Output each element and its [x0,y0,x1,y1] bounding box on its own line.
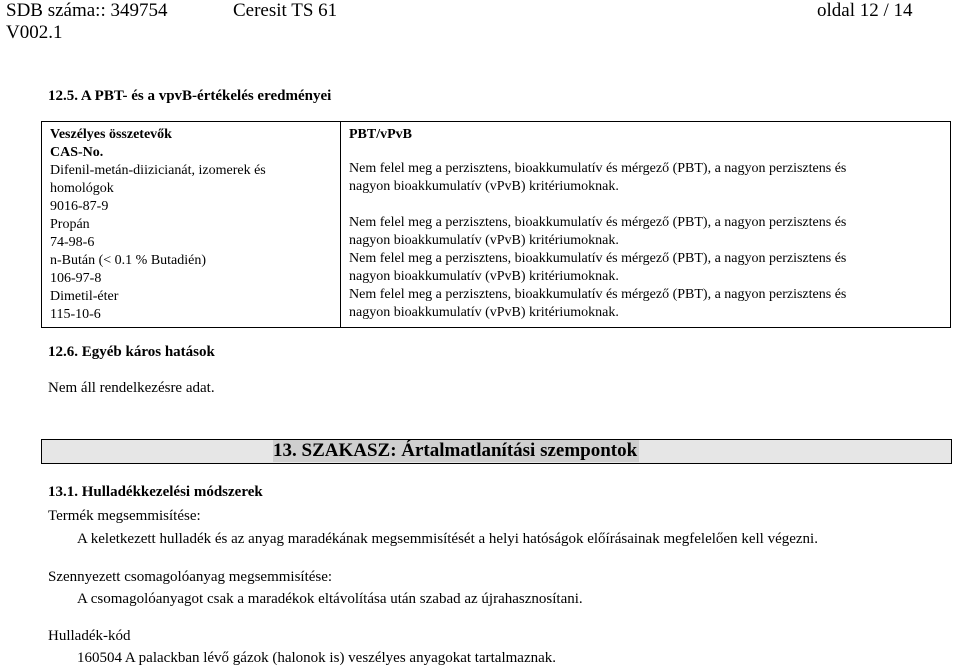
pbt-statement [349,214,944,250]
statement-line: nagyon bioakkumulatív (vPvB) kritériumoknak. [349,179,619,194]
pbt-statement [349,286,944,322]
statement-line: Nem felel meg a perzisztens, bioakkumulatív és mérgező (PBT), a nagyon perzisztens és [349,251,847,266]
packaging-label: Szennyezett csomagolóanyag megsemmisítése: [48,569,333,585]
cas-number: 74-98-6 [50,235,95,250]
statement-line: Nem felel meg a perzisztens, bioakkumulatív és mérgező (PBT), a nagyon perzisztens és [349,215,847,230]
product-disposal-label: Termék megsemmisítése: [48,508,201,524]
sds-number: SDB száma:: 349754 [6,0,168,21]
cas-header: CAS-No. [50,145,104,160]
components-cell [42,122,341,328]
component-line: homológok [50,181,114,196]
statement-line: nagyon bioakkumulatív (vPvB) kritériumoknak. [349,269,619,284]
component-line: Propán [50,217,90,232]
section-13-1-title: 13.1. Hulladékkezelési módszerek [48,484,263,500]
pbt-statement [349,160,944,196]
section-13-title: 13. SZAKASZ: Ártalmatlanítási szempontok [273,440,638,461]
table-row [42,122,951,328]
waste-code-text: 160504 A palackban lévő gázok (halonok is) veszélyes anyagokat tartalmaznak. [77,650,557,666]
version-label: V002.1 [6,22,63,43]
pbt-header: PBT/vPvB [349,127,413,142]
statement-line: nagyon bioakkumulatív (vPvB) kritériumoknak. [349,233,619,248]
section-12-6-title: 12.6. Egyéb káros hatások [48,344,215,360]
pbt-cell [341,122,951,328]
waste-code-label: Hulladék-kód [48,628,131,644]
cas-number: 106-97-8 [50,271,102,286]
cas-number: 9016-87-9 [50,199,109,214]
pbt-table [41,121,951,328]
section-12-5-title: 12.5. A PBT- és a vpvB-értékelés eredményei [48,88,332,104]
product-name: Ceresit TS 61 [233,0,338,21]
pbt-statement [349,250,944,286]
components-header: Veszélyes összetevők [50,127,172,142]
section-12-6-text: Nem áll rendelkezésre adat. [48,380,215,396]
statement-line: Nem felel meg a perzisztens, bioakkumulatív és mérgező (PBT), a nagyon perzisztens és [349,287,847,302]
statement-line: Nem felel meg a perzisztens, bioakkumulatív és mérgező (PBT), a nagyon perzisztens és [349,161,847,176]
component-line: Dimetil-éter [50,289,119,304]
packaging-text: A csomagolóanyagot csak a maradékok eltávolítása után szabad az újrahasznosítani. [77,591,583,607]
component-line: n-Bután (< 0.1 % Butadién) [50,253,207,268]
cas-number: 115-10-6 [50,307,101,322]
page-indicator: oldal 12 / 14 [817,0,913,21]
product-disposal-text: A keletkezett hulladék és az anyag maradékának megsemmisítését a helyi hatóságok előírásainak megfelelően kell végezni. [77,531,818,547]
statement-line: nagyon bioakkumulatív (vPvB) kritériumoknak. [349,305,619,320]
component-line: Difenil-metán-diizicianát, izomerek és [50,163,266,178]
